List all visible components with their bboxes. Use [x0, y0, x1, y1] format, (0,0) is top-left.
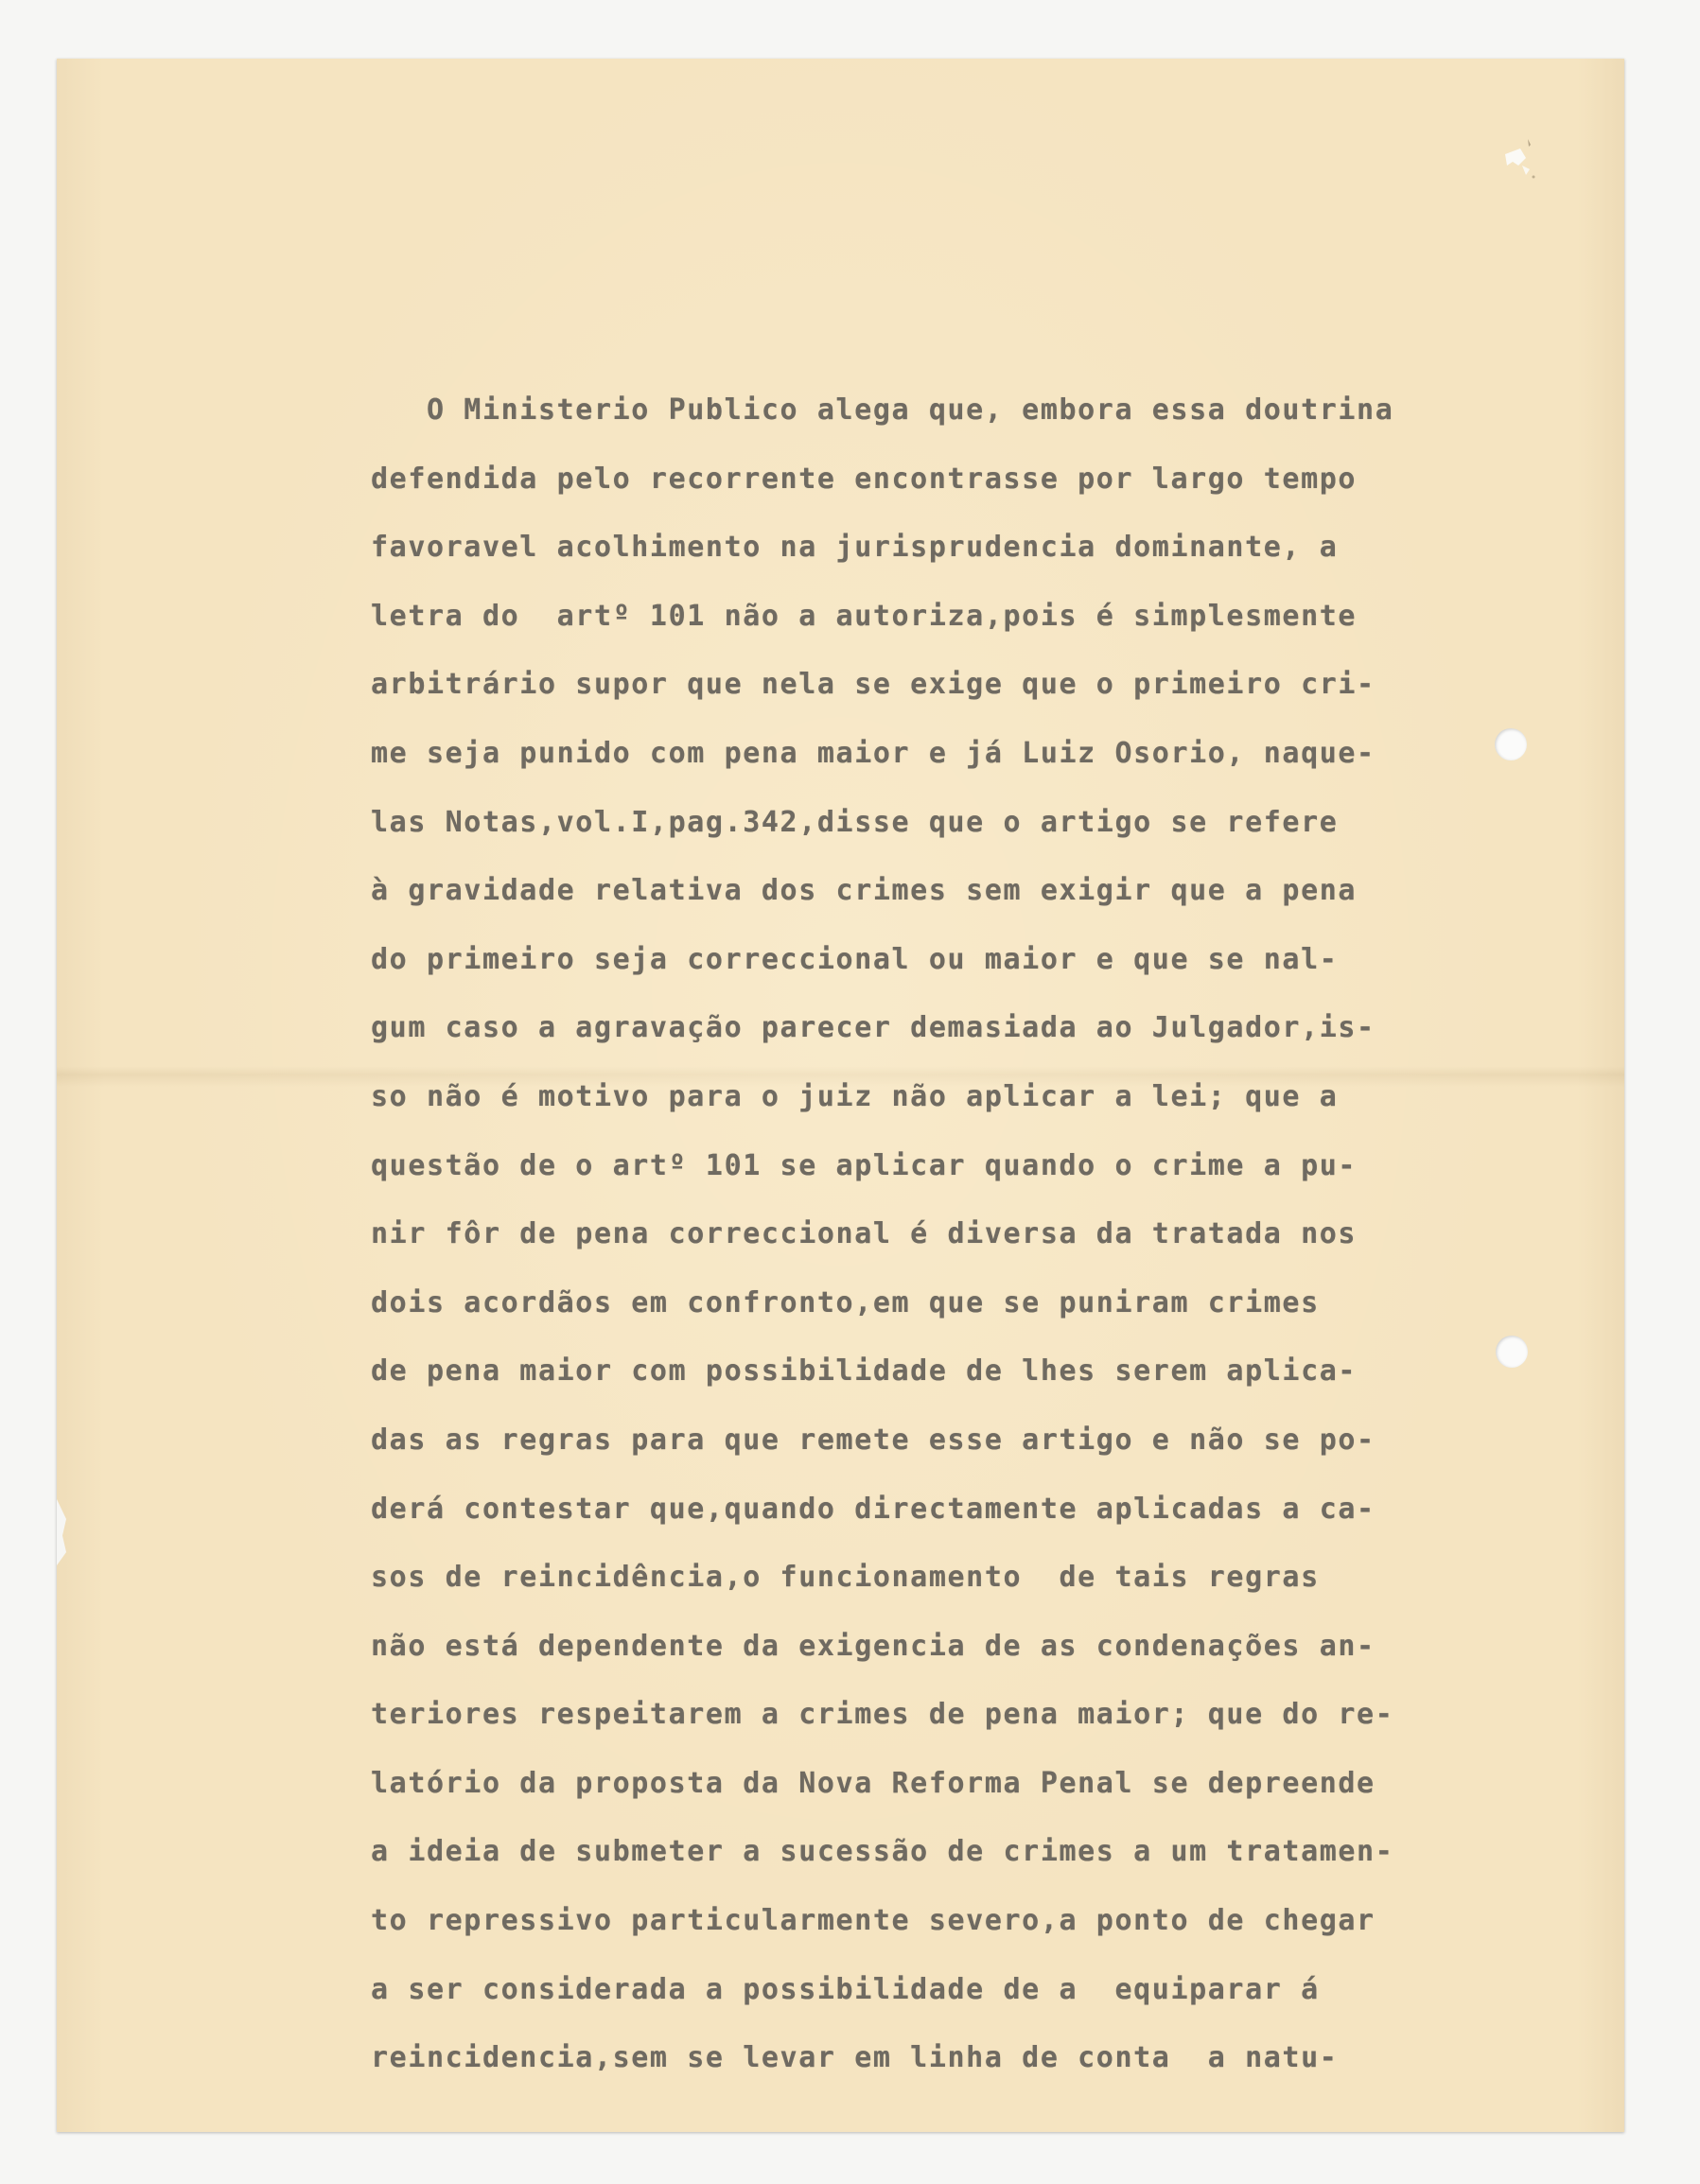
text-line-18: sos de reincidência,o funcionamento de tais regras	[371, 1561, 1320, 1595]
text-line-1: O Ministerio Publico alega que, embora essa doutrina	[371, 393, 1394, 427]
text-line-14: dois acordãos em confronto,em que se puniram crimes	[371, 1285, 1320, 1319]
text-line-2: defendida pelo recorrente encontrasse por largo tempo	[371, 462, 1358, 496]
text-line-22: a ideia de submeter a sucessão de crimes a um tratamen-	[371, 1835, 1394, 1869]
punch-hole-bottom	[1496, 1336, 1528, 1368]
punch-hole-top	[1495, 728, 1527, 760]
text-line-12: questão de o artº 101 se aplicar quando o crime a pu-	[371, 1148, 1358, 1182]
text-line-8: à gravidade relativa dos crimes sem exigir que a pena	[371, 874, 1358, 908]
text-line-24: a ser considerada a possibilidade de a equiparar á	[371, 1972, 1320, 2006]
text-line-19: não está dependente da exigencia de as condenações an-	[371, 1629, 1376, 1663]
text-line-20: teriores respeitarem a crimes de pena maior; que do re-	[371, 1698, 1394, 1732]
corner-damage-mark	[1499, 137, 1539, 184]
text-line-13: nir fôr de pena correccional é diversa da tratada nos	[371, 1217, 1358, 1251]
text-line-7: las Notas,vol.I,pag.342,disse que o artigo se refere	[371, 805, 1339, 839]
text-line-16: das as regras para que remete esse artigo e não se po-	[371, 1423, 1376, 1457]
text-line-4: letra do artº 101 não a autoriza,pois é simplesmente	[371, 599, 1358, 633]
text-line-21: latório da proposta da Nova Reforma Penal se depreende	[371, 1766, 1376, 1800]
text-line-5: arbitrário supor que nela se exige que o primeiro cri-	[371, 668, 1376, 702]
text-line-10: gum caso a agravação parecer demasiada ao Julgador,is-	[371, 1011, 1376, 1045]
text-line-6: me seja punido com pena maior e já Luiz Osorio, naque-	[371, 736, 1376, 770]
document-body-text	[371, 376, 1430, 2093]
text-line-9: do primeiro seja correccional ou maior e que se nal-	[371, 942, 1339, 976]
text-line-23: to repressivo particularmente severo,a ponto de chegar	[371, 1904, 1376, 1938]
text-line-11: so não é motivo para o juiz não aplicar a lei; que a	[371, 1079, 1339, 1113]
text-line-25: reincidencia,sem se levar em linha de conta a natu-	[371, 2041, 1339, 2075]
text-line-15: de pena maior com possibilidade de lhes serem aplica-	[371, 1354, 1358, 1389]
text-line-17: derá contestar que,quando directamente aplicadas a ca-	[371, 1492, 1376, 1526]
text-line-3: favoravel acolhimento na jurisprudencia dominante, a	[371, 531, 1339, 565]
